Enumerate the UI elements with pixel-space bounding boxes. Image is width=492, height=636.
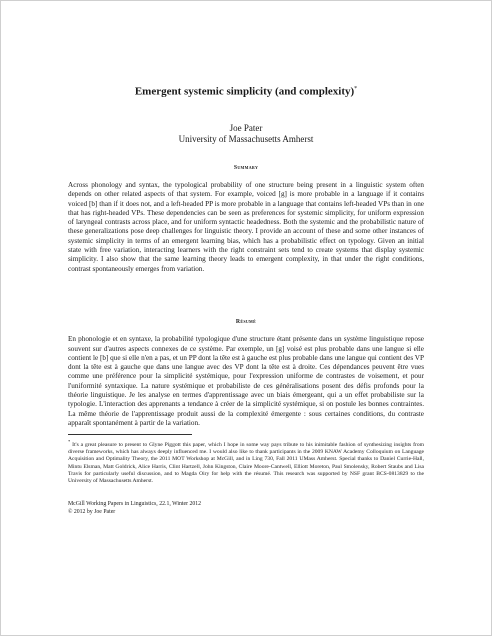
summary-paragraph: Across phonology and syntax, the typological probability of one structure being present in a linguistic system often depends on other related aspects of that system. For example, voiced [g] is more probable in a language if it contains voiced [b] than if it does not, and a left-headed PP is more probable in a language that contains left-headed VPs than in one that has right-headed VPs. These dependencies can be seen as preferences for systemic simplicity, for uniform expression of laryngeal contrasts across place, and for uniform syntactic headedness. Both the systemic and the probabilistic nature of these generalizations pose deep challenges for linguistic theory. I provide an account of these and some other instances of systemic simplicity in terms of an emergent learning bias, which has a probabilistic effect on typology. Given an initial state with free variation, interacting learners with the right constraint sets tend to create systems that display systemic simplicity. I also show that the same learning theory leads to emergent complexity, in that under the right conditions, contrast spontaneously emerges from variation. bbox=[68, 180, 424, 273]
document-page bbox=[68, 82, 424, 516]
resume-heading: Résumé bbox=[235, 318, 257, 325]
paper-title bbox=[68, 82, 424, 99]
resume-paragraph: En phonologie et en syntaxe, la probabilité typologique d'une structure étant présente dans un système linguistique repose souvent sur d'autres aspects connexes de ce système. Par exemple, un [g] voisé est plus probable dans une langue si elle contient le [b] que si elle n'en a pas, et un PP dont la tête est à gauche est plus probable dans une langue qui contient des VP dont la tête est à gauche que dans une langue avec des VP dont la tête est à droite. Ces dépendances peuvent être vues comme une préférence pour la simplicité systémique, pour l'expression uniforme de contrastes de voisement, et pour l'uniformité syntaxique. La nature systémique et probabiliste de ces généralisations posent des défis profonds pour la théorie linguistique. Je les analyse en termes d'apprentissage avec un biais émergeant, qui a un effet probabiliste sur la typologie. L'interaction des apprenants a tendance à créer de la simplicité systémique, si on postule les bonnes contraintes. La même théorie de l'apprentissage produit aussi de la complexité émergente : sous certaines conditions, du contraste apparaît spontanément à partir de la variation. bbox=[68, 335, 424, 427]
title-footnote-marker: * bbox=[354, 86, 358, 92]
footnote-rule bbox=[68, 434, 192, 435]
title-text: Emergent systemic simplicity (and complexity) bbox=[134, 85, 355, 98]
copyright-line: © 2012 by Joe Pater bbox=[68, 508, 116, 515]
footnote bbox=[68, 438, 424, 485]
author-name: Joe Pater bbox=[229, 122, 263, 133]
journal-citation: McGill Working Papers in Linguistics, 22.1, Winter 2012 bbox=[68, 501, 202, 508]
footnote-marker: * bbox=[68, 439, 71, 445]
footnote-text: It's a great pleasure to present to Glyne Piggott this paper, which I hope in some way pays tribute to his inimitable fashion of synthesizing insights from diverse frameworks, which has always deeply influenced me. I would also like to thank participants in the 2009 KNAW Academy Colloquium on Language Acquisition and Optimality Theory, the 2011 MOT Workshop at McGill, and in Ling 730, Fall 2011 UMass Amherst. Special thanks to Daniel Currie-Hall, Mintu Elsman, Matt Goldrick, Alice Harris, Clint Hartzell, John Kingston, Claire Moore-Cantwell, Elliott Moreton, Paul Smolensky, Robert Staubs and Lisa Travis for particularly useful discussion, and to Magda Oiry for help with the résumé. This research was supported by NSF grant BCS-0813829 to the University of Massachusetts Amherst. bbox=[68, 442, 424, 485]
author-affiliation: University of Massachusetts Amherst bbox=[178, 134, 314, 145]
summary-heading: Summary bbox=[233, 164, 259, 171]
